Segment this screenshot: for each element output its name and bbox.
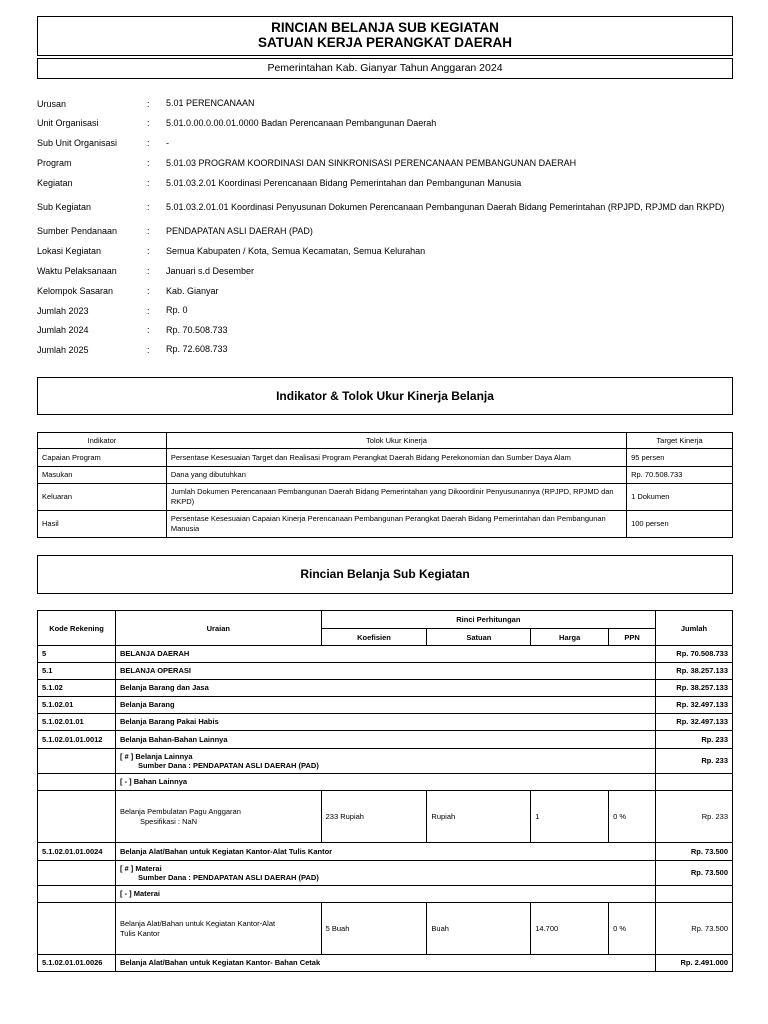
info-label: Waktu Pelaksanaan [37, 266, 117, 276]
info-label: Jumlah 2025 [37, 344, 89, 355]
table-row: 5.1.02 Belanja Barang dan Jasa Rp. 38.257.133 [38, 680, 733, 697]
table-header-row [38, 433, 733, 449]
table-row: 5.1.02.01 Belanja Barang Rp. 32.497.133 [38, 697, 733, 714]
info-label: Urusan [37, 98, 67, 109]
header-satuan: Satuan [427, 629, 531, 646]
info-value: 5.01.03.2.01 Koordinasi Perencanaan Bidang Pemerintahan dan Pembangunan Manusia [166, 177, 522, 188]
document-title [37, 16, 733, 56]
info-value: Rp. 0 [166, 305, 188, 316]
table-row: [ # ] Materai Sumber Dana : PENDAPATAN ASLI DAERAH (PAD) Rp. 73.500 [38, 861, 733, 886]
indikator-section-title: Indikator & Tolok Ukur Kinerja Belanja [37, 377, 733, 415]
info-value: 5.01 PERENCANAAN [166, 98, 255, 109]
header-rinci: Rinci Perhitungan [321, 611, 655, 629]
info-label: Kelompok Sasaran [37, 286, 114, 296]
table-row: Masukan Dana yang dibutuhkan Rp. 70.508.733 [38, 467, 733, 484]
info-label: Unit Organisasi [37, 118, 99, 128]
header-tolok-ukur: Tolok Ukur Kinerja [166, 433, 626, 449]
info-label: Lokasi Kegiatan [37, 246, 102, 256]
table-row: 5.1.02.01.01 Belanja Barang Pakai Habis Rp. 32.497.133 [38, 714, 733, 731]
info-row-urusan: Urusan : 5.01 PERENCANAAN [37, 94, 737, 113]
info-value: PENDAPATAN ASLI DAERAH (PAD) [166, 225, 313, 236]
table-row: [ - ] Materai [38, 886, 733, 903]
info-row-jumlah-2024: Jumlah 2024 : Rp. 70.508.733 [37, 320, 737, 340]
info-row-kegiatan: Kegiatan : 5.01.03.2.01 Koordinasi Perencanaan Bidang Pemerintahan dan Pembangunan Manusia [37, 173, 737, 193]
header-kode: Kode Rekening [38, 611, 116, 646]
info-row-kelompok: Kelompok Sasaran : Kab. Gianyar [37, 281, 737, 301]
info-value: 5.01.03.2.01.01 Koordinasi Penyusunan Dokumen Perencanaan Pembangunan Daerah Bidang Pemerintahan (RPJPD, RPJMD dan RKPD) [166, 201, 725, 212]
table-row: Capaian Program Persentase Kesesuaian Target dan Realisasi Program Perangkat Daerah Bidang Perekonomian dan Sumber Daya Alam 95 persen [38, 449, 733, 467]
info-value: 5.01.0.00.0.00.01.0000 Badan Perencanaan Pembangunan Daerah [166, 117, 437, 128]
info-value: - [166, 137, 169, 148]
header-jumlah: Jumlah [656, 611, 733, 646]
rincian-section-title: Rincian Belanja Sub Kegiatan [37, 555, 733, 594]
table-header-row [38, 611, 733, 629]
title-line-1: RINCIAN BELANJA SUB KEGIATAN [271, 20, 499, 35]
info-row-sub-unit: Sub Unit Organisasi : - [37, 133, 737, 153]
info-row-program: Program : 5.01.03 PROGRAM KOORDINASI DAN SINKRONISASI PERENCANAAN PEMBANGUNAN DAERAH [37, 153, 737, 173]
info-label: Sumber Pendanaan [37, 226, 118, 236]
title-line-2: SATUAN KERJA PERANGKAT DAERAH [257, 35, 512, 50]
table-row: 5.1.02.01.01.0026 Belanja Alat/Bahan untuk Kegiatan Kantor- Bahan Cetak Rp. 2.491.000 [38, 955, 733, 972]
info-label: Sub Unit Organisasi [37, 138, 118, 148]
rincian-table [37, 610, 733, 972]
table-row: Keluaran Jumlah Dokumen Perencanaan Pembangunan Daerah Bidang Pemerintahan yang Dikoordinir Penyusunannya (RPJPD, RPJMD dan RKPD) 1 Dokumen [38, 484, 733, 511]
info-row-lokasi: Lokasi Kegiatan : Semua Kabupaten / Kota, Semua Kecamatan, Semua Kelurahan [37, 241, 737, 261]
table-row: 5.1.02.01.01.0012 Belanja Bahan-Bahan Lainnya Rp. 233 [38, 731, 733, 749]
indikator-table [37, 432, 733, 538]
document-subtitle: Pemerintahan Kab. Gianyar Tahun Anggaran 2024 [37, 58, 733, 79]
table-row: 5.1 BELANJA OPERASI Rp. 38.257.133 [38, 663, 733, 680]
info-value: Semua Kabupaten / Kota, Semua Kecamatan, Semua Kelurahan [166, 245, 426, 256]
header-target: Target Kinerja [627, 433, 733, 449]
table-row: 5 BELANJA DAERAH Rp. 70.508.733 [38, 646, 733, 663]
table-row: Belanja Alat/Bahan untuk Kegiatan Kantor-Alat Tulis Kantor 5 Buah Buah 14.700 0 % Rp. 73.500 [38, 903, 733, 955]
info-row-jumlah-2025: Jumlah 2025 : Rp. 72.608.733 [37, 340, 737, 359]
info-label: Sub Kegiatan [37, 202, 92, 212]
info-row-waktu: Waktu Pelaksanaan : Januari s.d Desember [37, 261, 737, 281]
info-value: Kab. Gianyar [166, 285, 219, 296]
table-row: Belanja Pembulatan Pagu Anggaran Spesifikasi : NaN 233 Rupiah Rupiah 1 0 % Rp. 233 [38, 791, 733, 843]
info-label: Kegiatan [37, 178, 73, 188]
info-label: Jumlah 2023 [37, 305, 89, 316]
info-row-sub-kegiatan: Sub Kegiatan : 5.01.03.2.01.01 Koordinasi Penyusunan Dokumen Perencanaan Pembangunan Daerah Bidang Pemerintahan (RPJPD, RPJMD dan RKPD) [37, 193, 737, 221]
info-label: Jumlah 2024 [37, 325, 89, 335]
table-row: 5.1.02.01.01.0024 Belanja Alat/Bahan untuk Kegiatan Kantor-Alat Tulis Kantor Rp. 73.500 [38, 843, 733, 861]
header-harga: Harga [531, 629, 609, 646]
header-indikator: Indikator [38, 433, 167, 449]
header-uraian: Uraian [115, 611, 321, 646]
table-row: [ - ] Bahan Lainnya [38, 774, 733, 791]
info-value: 5.01.03 PROGRAM KOORDINASI DAN SINKRONISASI PERENCANAAN PEMBANGUNAN DAERAH [166, 157, 577, 168]
info-row-unit-organisasi: Unit Organisasi : 5.01.0.00.0.00.01.0000 Badan Perencanaan Pembangunan Daerah [37, 113, 737, 133]
info-value: Rp. 70.508.733 [166, 324, 228, 335]
header-koefisien: Koefisien [321, 629, 427, 646]
info-label: Program [37, 158, 72, 168]
header-ppn: PPN [609, 629, 656, 646]
table-row: [ # ] Belanja Lainnya Sumber Dana : PENDAPATAN ASLI DAERAH (PAD) Rp. 233 [38, 749, 733, 774]
info-row-sumber-pendanaan: Sumber Pendanaan : PENDAPATAN ASLI DAERAH (PAD) [37, 221, 737, 241]
info-row-jumlah-2023: Jumlah 2023 : Rp. 0 [37, 301, 737, 320]
table-row: Hasil Persentase Kesesuaian Capaian Kinerja Perencanaan Pembangunan Perangkat Daerah Bidang Pemerintahan dan Pembangunan Manusia 100 persen [38, 511, 733, 538]
info-value: Rp. 72.608.733 [166, 344, 228, 355]
info-list [37, 94, 737, 359]
info-value: Januari s.d Desember [166, 265, 255, 276]
